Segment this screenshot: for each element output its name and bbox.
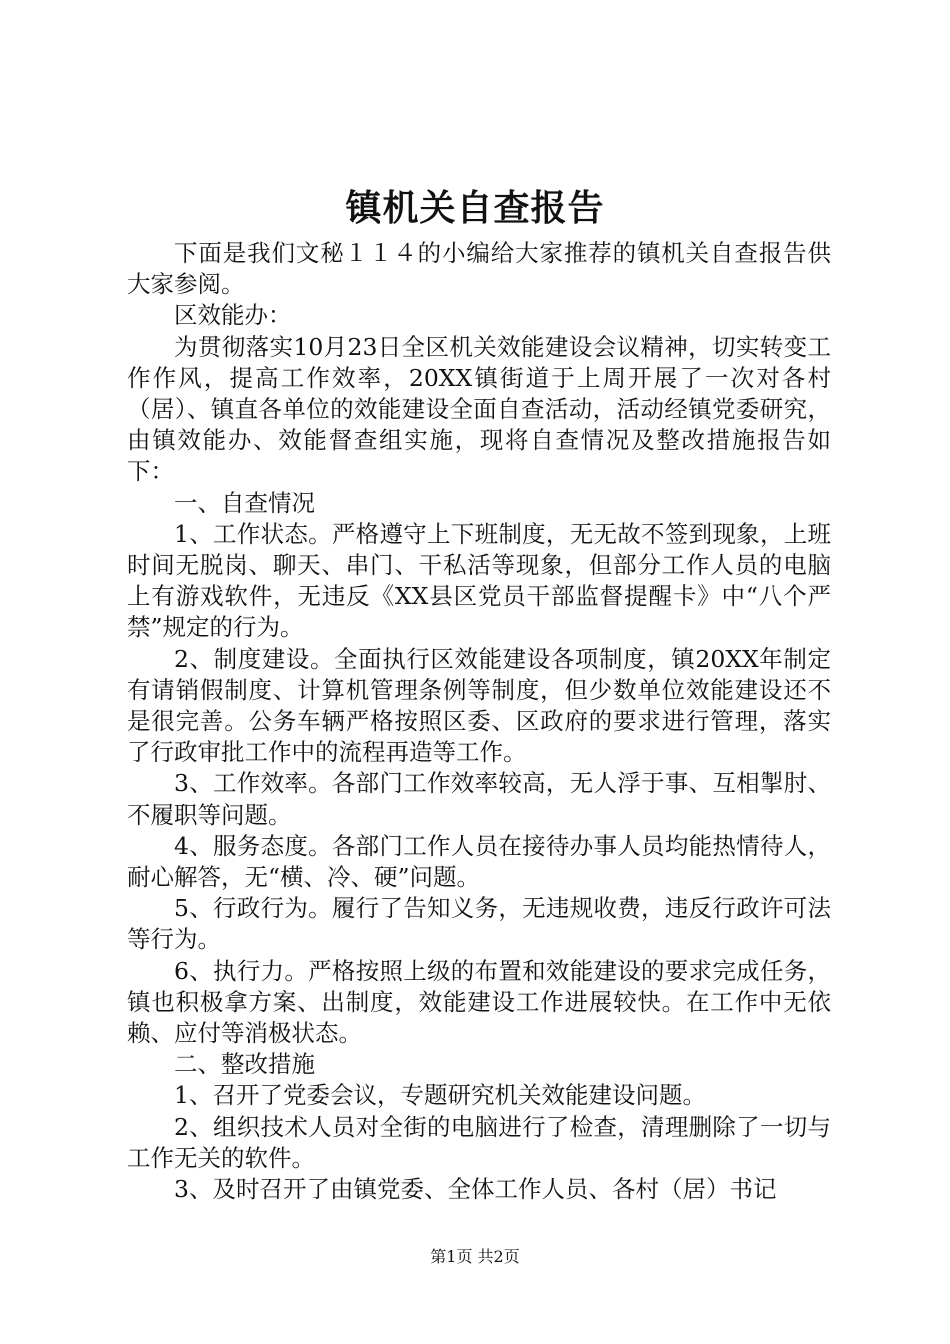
document-body [127, 238, 831, 1205]
paragraph-item-1: 1、工作状态。严格遵守上下班制度，无无故不签到现象，上班时间无脱岗、聊天、串门、干私活等现象，但部分工作人员的电脑上有游戏软件，无违反《XX县区党员干部监督提醒卡》中“八个严禁”规定的行为。 [127, 519, 831, 642]
paragraph-item-4: 4、服务态度。各部门工作人员在接待办事人员均能热情待人，耐心解答，无“横、冷、硬”问题。 [127, 831, 831, 892]
paragraph-background: 为贯彻落实10月23日全区机关效能建设会议精神，切实转变工作作风，提高工作效率，20XX镇街道于上周开展了一次对各村（居）、镇直各单位的效能建设全面自查活动，活动经镇党委研究，由镇效能办、效能督查组实施，现将自查情况及整改措施报告如下： [127, 332, 831, 486]
section-heading-self-check: 一、自查情况 [174, 488, 315, 517]
section-heading-rectification: 二、整改措施 [174, 1050, 315, 1079]
paragraph-item-6: 6、执行力。严格按照上级的布置和效能建设的要求完成任务，镇也积极拿方案、出制度，效能建设工作进展较快。在工作中无依赖、应付等消极状态。 [127, 956, 831, 1048]
paragraph-item-2: 2、制度建设。全面执行区效能建设各项制度，镇20XX年制定有请销假制度、计算机管理条例等制度，但少数单位效能建设还不是很完善。公务车辆严格按照区委、区政府的要求进行管理，落实了行政审批工作中的流程再造等工作。 [127, 644, 831, 767]
paragraph-item-3: 3、工作效率。各部门工作效率较高，无人浮于事、互相掣肘、不履职等问题。 [127, 769, 831, 829]
paragraph-measure-1: 1、召开了党委会议，专题研究机关效能建设问题。 [174, 1081, 706, 1110]
document-title: 镇机关自查报告 [345, 187, 605, 229]
page-footer: 第1页 共2页 [430, 1247, 520, 1266]
paragraph-measure-2: 2、组织技术人员对全街的电脑进行了检查，清理删除了一切与工作无关的软件。 [127, 1112, 831, 1172]
paragraph-item-5: 5、行政行为。履行了告知义务，无违规收费，违反行政许可法等行为。 [127, 894, 831, 954]
paragraph-salutation: 区效能办： [174, 301, 292, 330]
paragraph-measure-3: 3、及时召开了由镇党委、全体工作人员、各村（居）书记 [174, 1175, 777, 1204]
paragraph-intro: 下面是我们文秘１１４的小编给大家推荐的镇机关自查报告供大家参阅。 [127, 239, 831, 299]
